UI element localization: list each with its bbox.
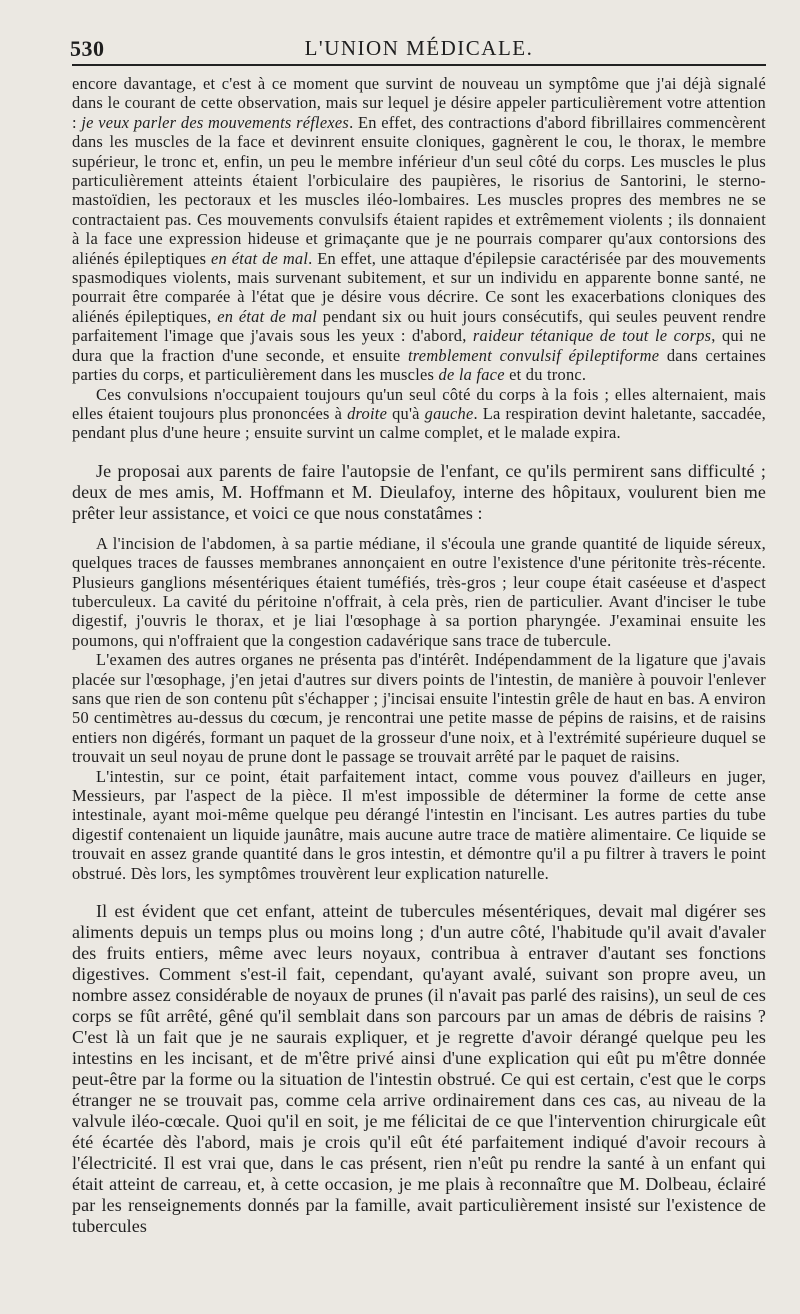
text-run: , qui ne dura que la fraction d'une seconde, et ensuite [72,326,767,365]
text-run: dans certaines parties du corps, et particulièrement dans les muscles [72,345,766,385]
paragraph-abdomen-incision [72,534,766,650]
italic-text-run: en état de mal [211,248,309,268]
text-run: qu'à [387,403,425,423]
text-run: Ces convulsions n'occupaient toujours qu'un seul côté du corps à la fois ; elles alternaient, mais elles étaient toujours plus prononcées à [72,384,766,423]
paragraph-conclusion [72,901,766,1237]
text-run: pendant six ou huit jours consécutifs, qui seules peuvent rendre parfaitement l'image que j'avais sous les yeux : d'abord, [72,306,766,346]
paragraph-autopsy-proposal [72,461,766,524]
text-run: L'intestin, sur ce point, était parfaitement intact, comme vous pouvez d'ailleurs en juger, Messieurs, par l'aspect de la pièce. Il m'est impossible de déterminer la forme de cette anse intestinale, ayant moi-même quelque peu dérangé l'intestin en l'incisant. Les autres parties du tube digestif contenaient un liquide jaunâtre, mais aucune autre trace de matière alimentaire. Ce liquide se trouvait en assez grande quantité dans le gros intestin, et démontre qu'il a pu filtrer à travers le point obstrué. Dès lors, les symptômes trouvèrent leur explication naturelle. [72,766,766,883]
text-run: . La respiration devint haletante, saccadée, pendant plus d'une heure ; ensuite survint un calme complet, et le malade expira. [72,403,766,443]
paragraph-alternating-convulsions [72,385,766,443]
text-run: Il est évident que cet enfant, atteint de tubercules mésentériques, devait mal digérer ses aliments depuis un temps plus ou moins long ; d'un autre côté, l'habitude qu'il avait d'avaler des fruits entiers, même avec leurs noyaux, contribua à entraver d'autant ses fonctions digestives. Comment s'est-il fait, cependant, qu'ayant avalé, suivant son propre aveu, un nombre assez considérable de noyaux de prunes (il n'avait pas parlé des raisins), un seul de ces corps se fût arrêté, gêné qu'il semblait dans son parcours par un amas de débris de raisins ? C'est là un fait que je ne saurais expliquer, et je regrette d'avoir dérangé quelque peu les intestins en les incisant, et de m'être privé ainsi d'une explication qui eût pu m'être donnée peut-être par la forme ou la situation de l'intestin obstrué. Ce qui est certain, c'est que le corps étranger ne se trouvait pas, comme cela arrive ordinairement dans ces cas, au niveau de la valvule iléo-cœcale. Quoi qu'il en soit, je me félicitai de ce que l'intervention chirurgicale eût été écartée dès l'abord, mais je crois qu'il eût été parfaitement indiqué d'avoir recours à l'électricité. Il est vrai que, dans le cas présent, rien n'eût pu rendre la santé à un enfant qui était atteint de carreau, et, à cette occasion, je me plais à reconnaître que M. Dolbeau, éclairé par les renseignements donnés par la famille, avait particulièrement insisté sur l'existence de tubercules [72,901,766,1237]
text-run: encore davantage, et c'est à ce moment que survint de nouveau un symptôme que j'ai déjà signalé dans le courant de cette observation, mais sur lequel je désire appeler particulièrement votre attention : [72,74,766,132]
paragraph-convulsions [72,74,766,385]
text-run: et du tronc. [504,365,587,385]
page-header [72,30,766,66]
italic-text-run: je veux parler des mouvements réflexes [81,112,350,132]
article-body [72,74,766,1237]
italic-text-run: en état de mal [217,306,318,326]
text-run: L'examen des autres organes ne présenta pas d'intérêt. Indépendamment de la ligature que j'avais placée sur l'œsophage, j'en jetai d'autres sur divers points de l'intestin, de manière à pouvoir l'enlever sans que rien de son contenu pût s'échapper ; j'incisai ensuite l'intestin grêle de haut en bas. A environ 50 centimètres au-dessus du cœcum, je rencontrai une petite masse de pépins de raisins, et de raisins entiers non digérés, formant un paquet de la grosseur d'une noix, et à l'extrémité supérieure duquel se trouvait un seul noyau de prune dont le passage se trouvait arrêté par le paquet de raisins. [72,650,766,767]
running-title: L'UNION MÉDICALE. [304,36,534,60]
italic-text-run: de la face [438,365,505,385]
text-run: A l'incision de l'abdomen, à sa partie médiane, il s'écoula une grande quantité de liquide séreux, quelques traces de fausses membranes annonçaient en outre l'existence d'une péritonite très-récente. Plusieurs ganglions mésentériques étaient tuméfiés, très-gros ; leur coupe était caséeuse et d'aspect tuberculeux. La cavité du péritoine n'offrait, à cela près, rien de particulier. Avant d'inciser le tube digestif, j'ouvris le thorax, et je liai l'œsophage à sa portion pharyngée. J'examinai ensuite les poumons, qui n'offraient que la congestion cadavérique sans trace de tubercule. [72,533,766,650]
italic-text-run: raideur tétanique de tout le corps [472,326,712,346]
italic-text-run: gauche [424,403,474,423]
paragraph-intestine-intact [72,767,766,883]
page-number: 530 [70,36,105,61]
text-run: . En effet, des contractions d'abord fibrillaires commencèrent dans les muscles de la face et devinrent ensuite cloniques, gagnèrent le cou, le thorax, le membre supérieur, le tronc et, enfin, un peu le membre inférieur d'un seul côté du corps. Les muscles le plus particulièrement atteints étaient l'orbiculaire des paupières, le risorius de Santorini, le sterno-mastoïdien, les pectoraux et les muscles iléo-lombaires. Les muscles propres des membres ne se contractaient pas. Ces mouvements convulsifs étaient rapides et extrêmement violents ; ils donnaient à la face une expression hideuse et grimaçante que je ne pourrais comparer qu'aux contorsions des aliénés épileptiques [72,112,766,268]
paragraph-organs-examination [72,650,766,766]
text-run: . En effet, une attaque d'épilepsie caractérisée par des mouvements spasmodiques violents, mais survenant subitement, et sur un individu en apparente bonne santé, ne pourrait être comparée à l'état que je désire vous décrire. Ce sont les exacerbations cloniques des aliénés épileptiques, [72,248,766,326]
italic-text-run: tremblement convulsif épileptiforme [407,345,660,365]
italic-text-run: droite [347,403,388,423]
text-run: Je proposai aux parents de faire l'autopsie de l'enfant, ce qu'ils permirent sans difficulté ; deux de mes amis, M. Hoffmann et M. Dieulafoy, interne des hôpitaux, voulurent bien me prêter leur assistance, et voici ce que nous constatâmes : [72,460,766,523]
